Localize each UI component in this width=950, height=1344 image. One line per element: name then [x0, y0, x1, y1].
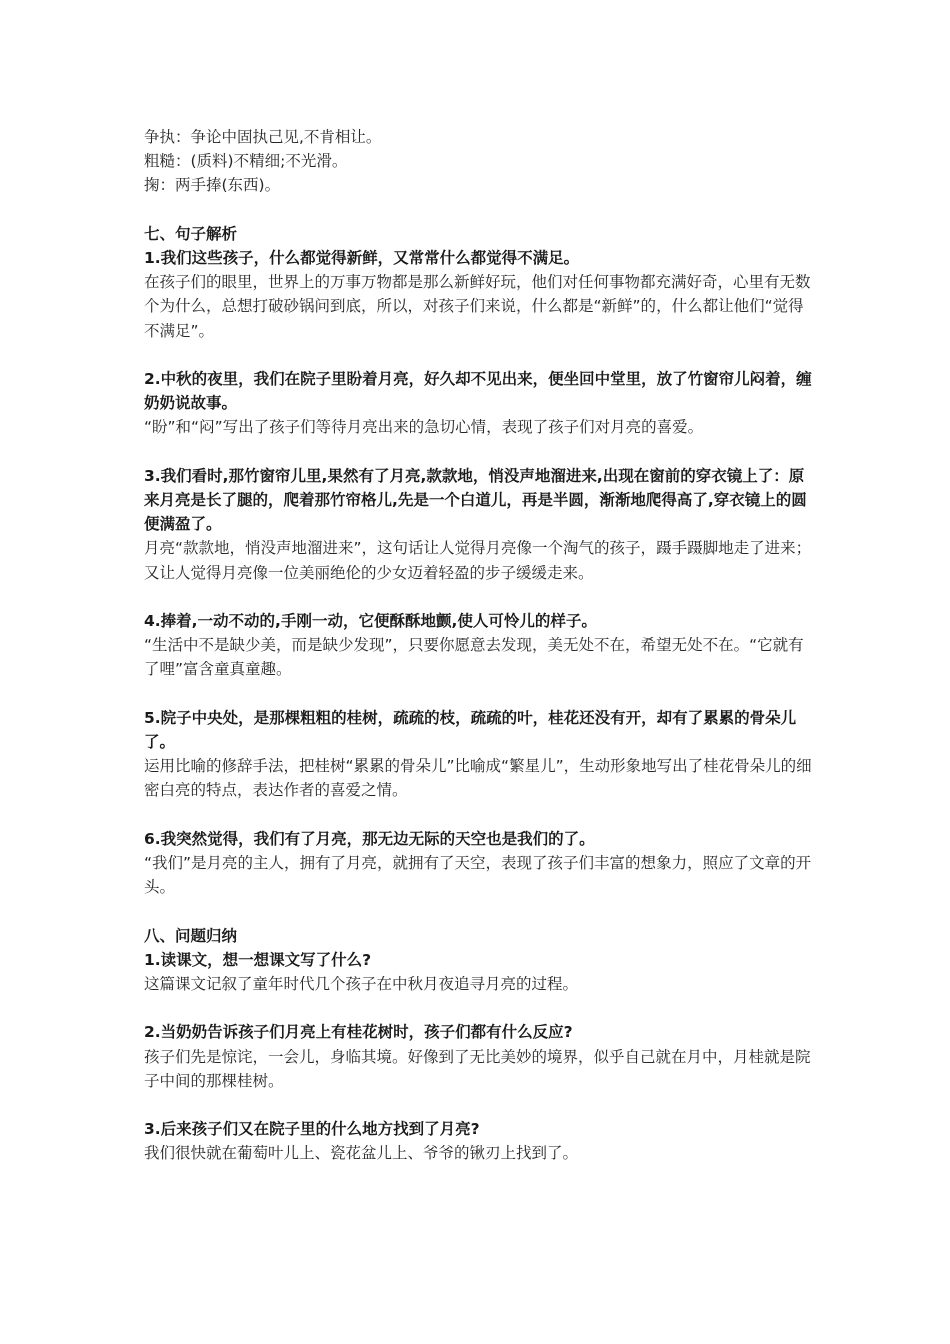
question-item	[144, 1020, 816, 1093]
analysis-explanation: 月亮“款款地，悄没声地溜进来”，这句话让人觉得月亮像一个淘气的孩子，蹑手蹑脚地走了进来；又让人觉得月亮像一位美丽绝伦的少女迈着轻盈的步子缓缓走来。	[144, 539, 812, 582]
question-item	[144, 1117, 816, 1165]
analysis-sentence: 1.我们这些孩子，什么都觉得新鲜，又常常什么都觉得不满足。	[144, 249, 580, 267]
analysis-item	[144, 609, 816, 682]
definition-line: 掬：两手捧(东西)。	[144, 176, 281, 195]
question-text: 2.当奶奶告诉孩子们月亮上有桂花树时，孩子们都有什么反应?	[144, 1023, 573, 1042]
analysis-item	[144, 246, 816, 343]
analysis-explanation: “我们”是月亮的主人，拥有了月亮，就拥有了天空，表现了孩子们丰富的想象力，照应了文章的开头。	[144, 854, 812, 897]
analysis-sentence: 2.中秋的夜里，我们在院子里盼着月亮，好久却不见出来，便坐回中堂里，放了竹窗帘儿闷着，缠奶奶说故事。	[144, 370, 812, 413]
section-title: 八、问题归纳	[144, 926, 238, 945]
analysis-explanation: “生活中不是缺少美，而是缺少发现”，只要你愿意去发现，美无处不在，希望无处不在。“它就有了哩”富含童真童趣。	[144, 636, 804, 679]
question-text: 1.读课文，想一想课文写了什么?	[144, 950, 372, 969]
definition-line: 争执：争论中固执己见,不肯相让。	[144, 128, 382, 146]
document-page	[144, 125, 816, 1166]
section-sentence-analysis	[144, 222, 816, 900]
question-text: 3.后来孩子们又在院子里的什么地方找到了月亮?	[144, 1120, 480, 1139]
analysis-sentence: 5.院子中央处，是那棵粗粗的桂树，疏疏的枝，疏疏的叶，桂花还没有开，却有了累累的骨朵儿了。	[144, 708, 797, 751]
analysis-explanation: 在孩子们的眼里，世界上的万事万物都是那么新鲜好玩，他们对任何事物都充满好奇，心里有无数个为什么，总想打破砂锅问到底，所以，对孩子们来说，什么都是“新鲜”的，什么都让他们“觉得不满足”。	[144, 273, 811, 340]
definition-line: 粗糙：(质料)不精细;不光滑。	[144, 152, 348, 171]
analysis-explanation: 运用比喻的修辞手法，把桂树“累累的骨朵儿”比喻成“繁星儿”，生动形象地写出了桂花骨朵儿的细密白亮的特点，表达作者的喜爱之情。	[144, 757, 812, 800]
analysis-explanation: “盼”和“闷”写出了孩子们等待月亮出来的急切心情，表现了孩子们对月亮的喜爱。	[144, 418, 704, 437]
answer-text: 孩子们先是惊诧，一会儿，身临其境。好像到了无比美妙的境界，似乎自己就在月中，月桂就是院子中间的那棵桂树。	[144, 1047, 811, 1090]
question-item	[144, 948, 816, 996]
analysis-item	[144, 464, 816, 585]
analysis-item	[144, 367, 816, 440]
definitions	[144, 125, 816, 198]
section-title: 七、句子解析	[144, 224, 238, 243]
analysis-sentence: 3.我们看时,那竹窗帘儿里,果然有了月亮,款款地，悄没声地溜进来,出现在窗前的穿衣镜上了：原来月亮是长了腿的，爬着那竹帘格儿,先是一个白道儿，再是半圆，渐渐地爬得高了,穿衣镜上的圆便满盈了。	[144, 466, 807, 534]
analysis-sentence: 6.我突然觉得，我们有了月亮，那无边无际的天空也是我们的了。	[144, 829, 595, 848]
analysis-item	[144, 827, 816, 900]
answer-text: 我们很快就在葡萄叶儿上、瓷花盆儿上、爷爷的锹刃上找到了。	[144, 1144, 579, 1163]
analysis-item	[144, 706, 816, 803]
section-question-summary	[144, 924, 816, 1166]
analysis-sentence: 4.捧着,一动不动的,手刚一动，它便酥酥地颤,使人可怜儿的样子。	[144, 612, 597, 630]
answer-text: 这篇课文记叙了童年时代几个孩子在中秋月夜追寻月亮的过程。	[144, 975, 579, 993]
